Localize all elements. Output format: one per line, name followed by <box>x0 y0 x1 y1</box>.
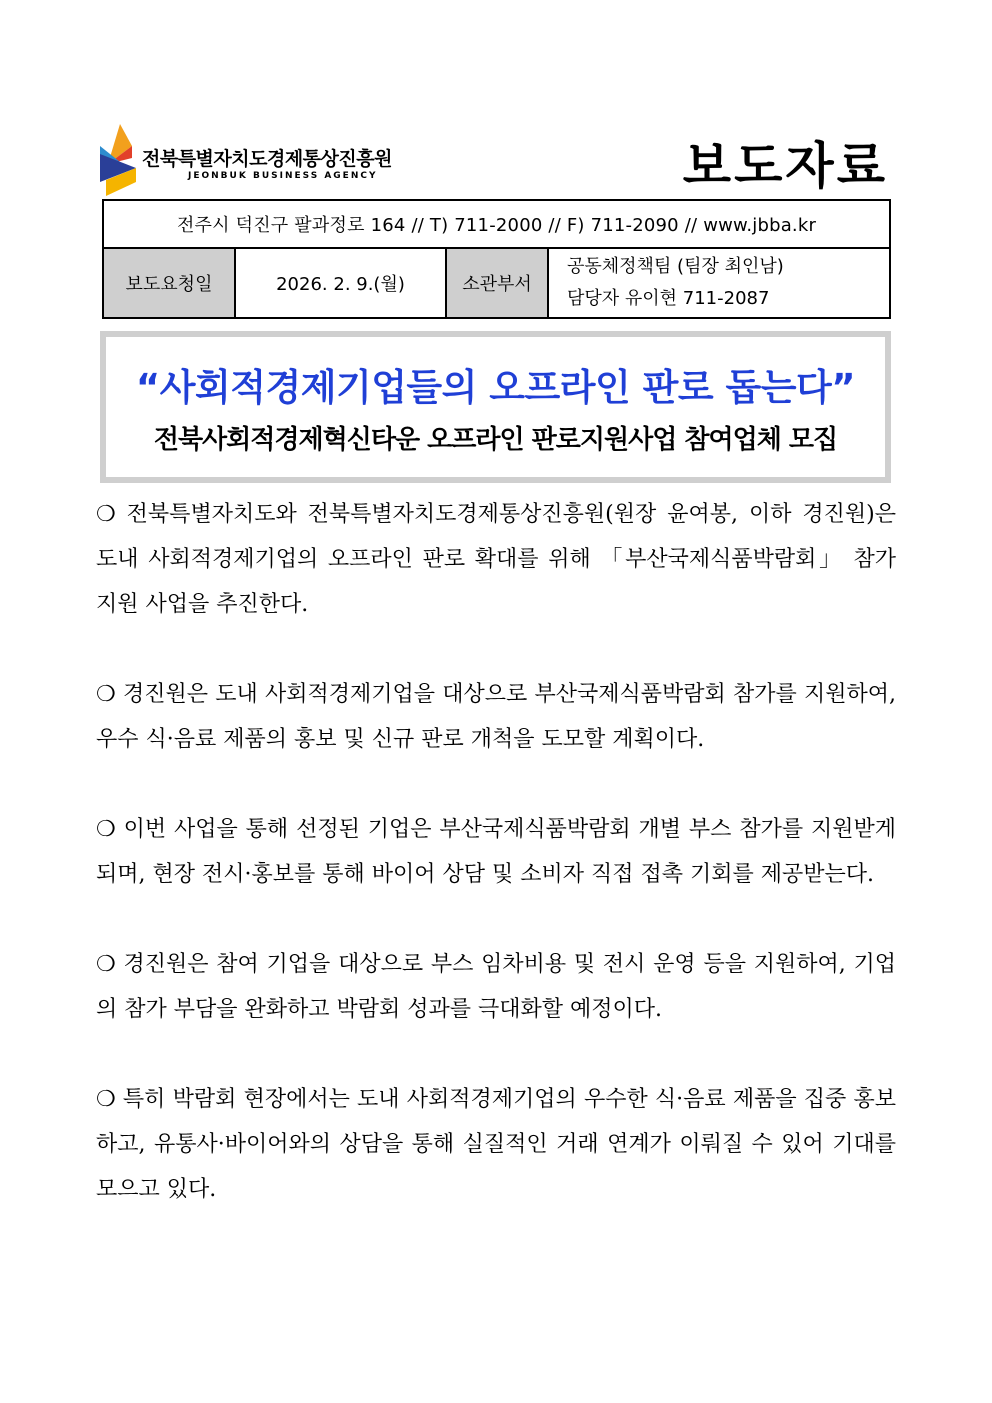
paragraph-3: ❍ 이번 사업을 통해 선정된 기업은 부산국제식품박람회 개별 부스 참가를 지원받게 되며, 현장 전시·홍보를 통해 바이어 상담 및 소비자 직접 접촉 기회를 제공받는다. <box>96 817 896 887</box>
agency-english-name: JEONBUK BUSINESS AGENCY <box>188 171 378 181</box>
article-body <box>96 492 896 1212</box>
document-type: 보도자료 <box>682 137 888 195</box>
request-date-label: 보도요청일 <box>103 248 235 318</box>
request-date: 2026. 2. 9.(월) <box>235 248 446 318</box>
paragraph-4: ❍ 경진원은 참여 기업을 대상으로 부스 임차비용 및 전시 운영 등을 지원하여, 기업의 참가 부담을 완화하고 박람회 성과를 극대화할 예정이다. <box>96 952 896 1022</box>
paragraph-5: ❍ 특히 박람회 현장에서는 도내 사회적경제기업의 우수한 식·음료 제품을 집중 홍보하고, 유통사·바이어와의 상담을 통해 실질적인 거래 연계가 이뤄질 수 있어 기대를 모으고 있다. <box>96 1087 896 1202</box>
department-contact <box>548 248 890 318</box>
subheadline: 전북사회적경제혁신타운 오프라인 판로지원사업 참여업체 모집 <box>153 425 838 455</box>
contact-info-table <box>102 199 891 319</box>
agency-name: 전북특별자치도경제통상진흥원 <box>142 148 392 170</box>
headline: “사회적경제기업들의 오프라인 판로 돕는다” <box>135 366 856 409</box>
headline-box <box>100 331 891 483</box>
department-label: 소관부서 <box>446 248 548 318</box>
letterhead <box>100 120 890 200</box>
department-person: 담당자 유이현 711-2087 <box>567 288 770 309</box>
address-line: 전주시 덕진구 팔과정로 164 // T) 711-2000 // F) 711-2090 // www.jbba.kr <box>103 200 890 248</box>
department-team: 공동체정책팀 (팀장 최인남) <box>567 256 784 277</box>
paragraph-2: ❍ 경진원은 도내 사회적경제기업을 대상으로 부산국제식품박람회 참가를 지원하여, 우수 식·음료 제품의 홍보 및 신규 판로 개척을 도모할 계획이다. <box>96 682 896 752</box>
paragraph-1: ❍ 전북특별자치도와 전북특별자치도경제통상진흥원(원장 윤여봉, 이하 경진원)은 도내 사회적경제기업의 오프라인 판로 확대를 위해 「부산국제식품박람회」 참가 지원 사업을 추진한다. <box>96 502 896 617</box>
agency-logo <box>100 124 140 196</box>
